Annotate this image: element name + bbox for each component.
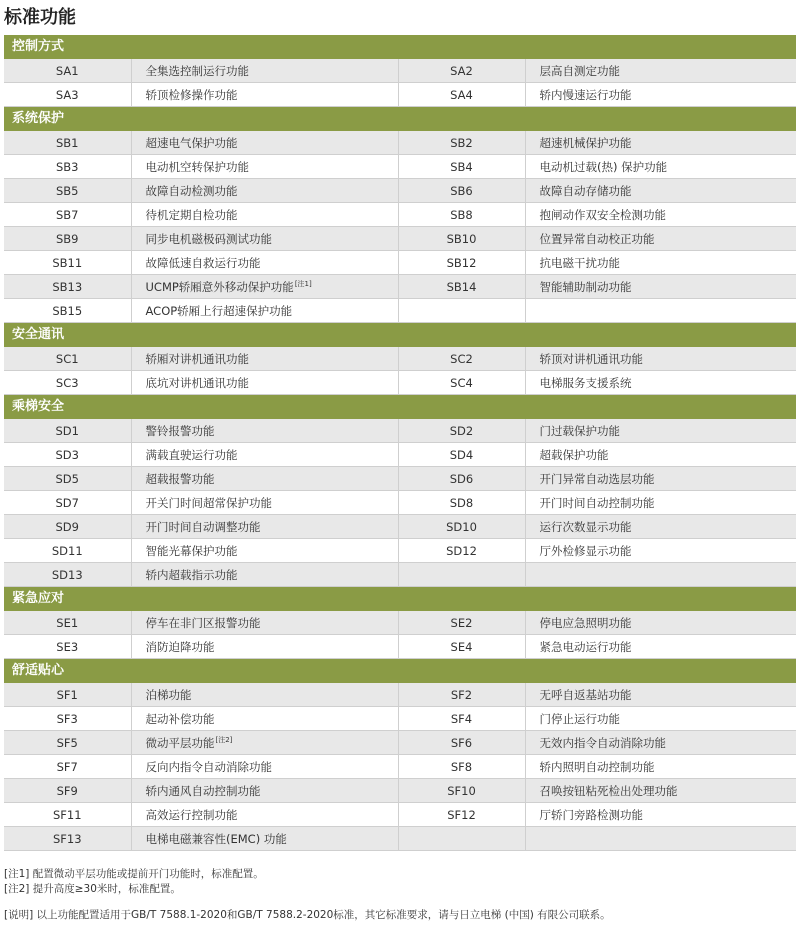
feature-description (525, 803, 796, 827)
section-header: 安全通讯 (4, 323, 796, 347)
feature-code: SF8 (398, 755, 525, 779)
explanation-note: [说明] 以上功能配置适用于GB/T 7588.1-2020和GB/T 7588.2-2020标准，其它标准要求，请与日立电梯 (中国) 有限公司联系。 (4, 909, 611, 921)
feature-code: SE1 (4, 611, 131, 635)
table-row (4, 179, 796, 203)
section-header: 乘梯安全 (4, 395, 796, 419)
feature-table (4, 131, 796, 323)
feature-code: SA1 (4, 59, 131, 83)
feature-description (525, 683, 796, 707)
feature-code: SF11 (4, 803, 131, 827)
feature-code: SF6 (398, 731, 525, 755)
section-header: 系统保护 (4, 107, 796, 131)
feature-code: SE2 (398, 611, 525, 635)
feature-code: SD5 (4, 467, 131, 491)
feature-code: SB6 (398, 179, 525, 203)
feature-description (525, 83, 796, 107)
table-row (4, 347, 796, 371)
feature-description-text: 电动机过载(热) 保护功能 (539, 159, 668, 174)
table-row (4, 611, 796, 635)
feature-table (4, 611, 796, 659)
feature-code: SB1 (4, 131, 131, 155)
feature-description (525, 203, 796, 227)
feature-description-text: 位置异常自动校正功能 (539, 231, 655, 246)
feature-description (525, 227, 796, 251)
footnote-marker: [注2] (215, 735, 233, 744)
feature-description (525, 491, 796, 515)
feature-description-text: 层高自测定功能 (539, 63, 620, 78)
table-row (4, 155, 796, 179)
feature-description (131, 443, 398, 467)
feature-description (131, 419, 398, 443)
feature-code: SD2 (398, 419, 525, 443)
feature-description-text: 故障自动检测功能 (145, 183, 238, 198)
feature-description (525, 371, 796, 395)
feature-description (525, 299, 796, 323)
feature-description (525, 779, 796, 803)
table-row (4, 755, 796, 779)
feature-code: SF4 (398, 707, 525, 731)
feature-code: SD8 (398, 491, 525, 515)
feature-description-text: 起动补偿功能 (145, 711, 215, 726)
feature-code: SD13 (4, 563, 131, 587)
table-row (4, 275, 796, 299)
feature-code (398, 827, 525, 851)
feature-description-text: ACOP轿厢上行超速保护功能 (145, 303, 293, 318)
feature-description (525, 347, 796, 371)
feature-code: SD6 (398, 467, 525, 491)
feature-description (131, 299, 398, 323)
feature-code: SF13 (4, 827, 131, 851)
feature-description (525, 731, 796, 755)
feature-code: SB4 (398, 155, 525, 179)
feature-code: SA3 (4, 83, 131, 107)
feature-code: SF1 (4, 683, 131, 707)
feature-code (398, 563, 525, 587)
feature-description-text: 满载直驶运行功能 (145, 447, 238, 462)
feature-description (131, 227, 398, 251)
feature-code: SC3 (4, 371, 131, 395)
feature-code: SF3 (4, 707, 131, 731)
feature-description (131, 155, 398, 179)
feature-description-text: 开关门时间超常保护功能 (145, 495, 272, 510)
feature-description-text: 停电应急照明功能 (539, 615, 632, 630)
table-row (4, 227, 796, 251)
table-row (4, 443, 796, 467)
feature-description (131, 467, 398, 491)
feature-tables (4, 35, 796, 851)
feature-description (131, 635, 398, 659)
feature-description (525, 611, 796, 635)
feature-description-text: 待机定期自检功能 (145, 207, 238, 222)
feature-description-text: 召唤按钮粘死检出处理功能 (539, 783, 678, 798)
feature-description (525, 251, 796, 275)
feature-description (525, 827, 796, 851)
feature-code: SB15 (4, 299, 131, 323)
feature-code: SD10 (398, 515, 525, 539)
feature-description (131, 539, 398, 563)
feature-description-text: 抱闸动作双安全检测功能 (539, 207, 666, 222)
feature-description (131, 251, 398, 275)
feature-description (525, 59, 796, 83)
feature-code: SA2 (398, 59, 525, 83)
table-row (4, 467, 796, 491)
table-row (4, 539, 796, 563)
feature-description (525, 419, 796, 443)
feature-description-text: 轿厢对讲机通讯功能 (145, 351, 249, 366)
feature-description-text: 无效内指令自动消除功能 (539, 735, 666, 750)
feature-description-text: 轿顶对讲机通讯功能 (539, 351, 643, 366)
table-row (4, 419, 796, 443)
feature-code: SB2 (398, 131, 525, 155)
feature-description (525, 635, 796, 659)
feature-description-text: 电梯电磁兼容性(EMC) 功能 (145, 831, 287, 846)
table-row (4, 83, 796, 107)
feature-description (131, 707, 398, 731)
feature-description (525, 275, 796, 299)
feature-description-text: 轿内照明自动控制功能 (539, 759, 655, 774)
feature-description-text: 开门时间自动控制功能 (539, 495, 655, 510)
feature-code: SB10 (398, 227, 525, 251)
feature-description (525, 131, 796, 155)
feature-description-text: 开门异常自动选层功能 (539, 471, 655, 486)
feature-description-text: 停车在非门区报警功能 (145, 615, 261, 630)
feature-code: SC2 (398, 347, 525, 371)
feature-code: SD9 (4, 515, 131, 539)
feature-code: SB5 (4, 179, 131, 203)
feature-code: SD12 (398, 539, 525, 563)
footnote-marker: [注1] (294, 279, 312, 288)
feature-table (4, 347, 796, 395)
feature-description (131, 611, 398, 635)
feature-code: SB9 (4, 227, 131, 251)
feature-description-text: 超速电气保护功能 (145, 135, 238, 150)
feature-description (131, 827, 398, 851)
feature-code: SB3 (4, 155, 131, 179)
feature-description (525, 563, 796, 587)
feature-description-text: 高效运行控制功能 (145, 807, 238, 822)
feature-code: SE3 (4, 635, 131, 659)
section-header: 紧急应对 (4, 587, 796, 611)
feature-description-text: 智能辅助制动功能 (539, 279, 632, 294)
feature-code: SD7 (4, 491, 131, 515)
feature-description-text: 超载保护功能 (539, 447, 609, 462)
section-header: 控制方式 (4, 35, 796, 59)
feature-description-text: 无呼自返基站功能 (539, 687, 632, 702)
feature-description (525, 515, 796, 539)
feature-code: SB8 (398, 203, 525, 227)
feature-code: SC4 (398, 371, 525, 395)
table-row (4, 491, 796, 515)
table-row (4, 59, 796, 83)
table-row (4, 707, 796, 731)
feature-description (131, 347, 398, 371)
table-row (4, 371, 796, 395)
feature-description-text: 警铃报警功能 (145, 423, 215, 438)
feature-description (131, 731, 398, 755)
feature-description (525, 539, 796, 563)
table-row (4, 131, 796, 155)
feature-description-text: 紧急电动运行功能 (539, 639, 632, 654)
feature-description-text: 智能光幕保护功能 (145, 543, 238, 558)
feature-description-text: 同步电机磁极码测试功能 (145, 231, 272, 246)
feature-description (525, 707, 796, 731)
feature-code: SB14 (398, 275, 525, 299)
feature-description (131, 515, 398, 539)
feature-description-text: 故障低速自救运行功能 (145, 255, 261, 270)
feature-description-text: 底坑对讲机通讯功能 (145, 375, 249, 390)
table-row (4, 683, 796, 707)
feature-code: SF2 (398, 683, 525, 707)
feature-description (525, 443, 796, 467)
feature-description (131, 83, 398, 107)
table-row (4, 779, 796, 803)
feature-code: SB12 (398, 251, 525, 275)
table-row (4, 803, 796, 827)
feature-description-text: 超速机械保护功能 (539, 135, 632, 150)
feature-code: SF5 (4, 731, 131, 755)
feature-description (131, 491, 398, 515)
table-row (4, 515, 796, 539)
feature-description-text: 泊梯功能 (145, 687, 192, 702)
feature-description-text: 厅外检修显示功能 (539, 543, 632, 558)
feature-description (131, 779, 398, 803)
feature-table (4, 683, 796, 851)
feature-description (525, 155, 796, 179)
feature-description-text: 全集选控制运行功能 (145, 63, 249, 78)
feature-description (525, 467, 796, 491)
feature-description-text: UCMP轿厢意外移动保护功能 (145, 279, 294, 294)
feature-description (525, 179, 796, 203)
feature-description-text: 开门时间自动调整功能 (145, 519, 261, 534)
feature-description (131, 371, 398, 395)
feature-description-text: 厅轿门旁路检测功能 (539, 807, 643, 822)
feature-description (131, 203, 398, 227)
table-row (4, 299, 796, 323)
feature-code: SF7 (4, 755, 131, 779)
feature-code: SD4 (398, 443, 525, 467)
feature-code: SF12 (398, 803, 525, 827)
feature-description-text: 轿内超载指示功能 (145, 567, 238, 582)
feature-description-text: 轿内通风自动控制功能 (145, 783, 261, 798)
feature-description-text: 抗电磁干扰功能 (539, 255, 620, 270)
feature-description (131, 275, 398, 299)
feature-code: SD1 (4, 419, 131, 443)
table-row (4, 251, 796, 275)
table-row (4, 731, 796, 755)
feature-description-text: 轿顶检修操作功能 (145, 87, 238, 102)
feature-description-text: 消防迫降功能 (145, 639, 215, 654)
table-row (4, 563, 796, 587)
feature-description-text: 故障自动存储功能 (539, 183, 632, 198)
table-row (4, 827, 796, 851)
feature-description (131, 179, 398, 203)
feature-description-text: 轿内慢速运行功能 (539, 87, 632, 102)
feature-description (131, 755, 398, 779)
feature-description-text: 反向内指令自动消除功能 (145, 759, 272, 774)
feature-description (131, 59, 398, 83)
feature-description (525, 755, 796, 779)
feature-code: SF10 (398, 779, 525, 803)
feature-code: SA4 (398, 83, 525, 107)
feature-description-text: 超载报警功能 (145, 471, 215, 486)
feature-description-text: 电动机空转保护功能 (145, 159, 249, 174)
page-title: 标准功能 (4, 7, 76, 28)
table-row (4, 203, 796, 227)
feature-code: SB7 (4, 203, 131, 227)
feature-description-text: 电梯服务支援系统 (539, 375, 632, 390)
feature-code: SE4 (398, 635, 525, 659)
feature-description (131, 803, 398, 827)
feature-code: SD3 (4, 443, 131, 467)
feature-code (398, 299, 525, 323)
feature-code: SB11 (4, 251, 131, 275)
feature-description-text: 微动平层功能 (145, 735, 215, 750)
feature-description-text: 门过载保护功能 (539, 423, 620, 438)
feature-table (4, 419, 796, 587)
feature-description-text: 运行次数显示功能 (539, 519, 632, 534)
feature-code: SD11 (4, 539, 131, 563)
table-row (4, 635, 796, 659)
feature-description (131, 683, 398, 707)
footnote-2: [注2] 提升高度≥30米时，标准配置。 (4, 883, 181, 895)
footnote-1: [注1] 配置微动平层功能或提前开门功能时，标准配置。 (4, 868, 264, 880)
feature-code: SF9 (4, 779, 131, 803)
feature-description-text: 门停止运行功能 (539, 711, 620, 726)
section-header: 舒适贴心 (4, 659, 796, 683)
feature-table (4, 59, 796, 107)
feature-code: SC1 (4, 347, 131, 371)
feature-code: SB13 (4, 275, 131, 299)
feature-description (131, 563, 398, 587)
feature-description (131, 131, 398, 155)
